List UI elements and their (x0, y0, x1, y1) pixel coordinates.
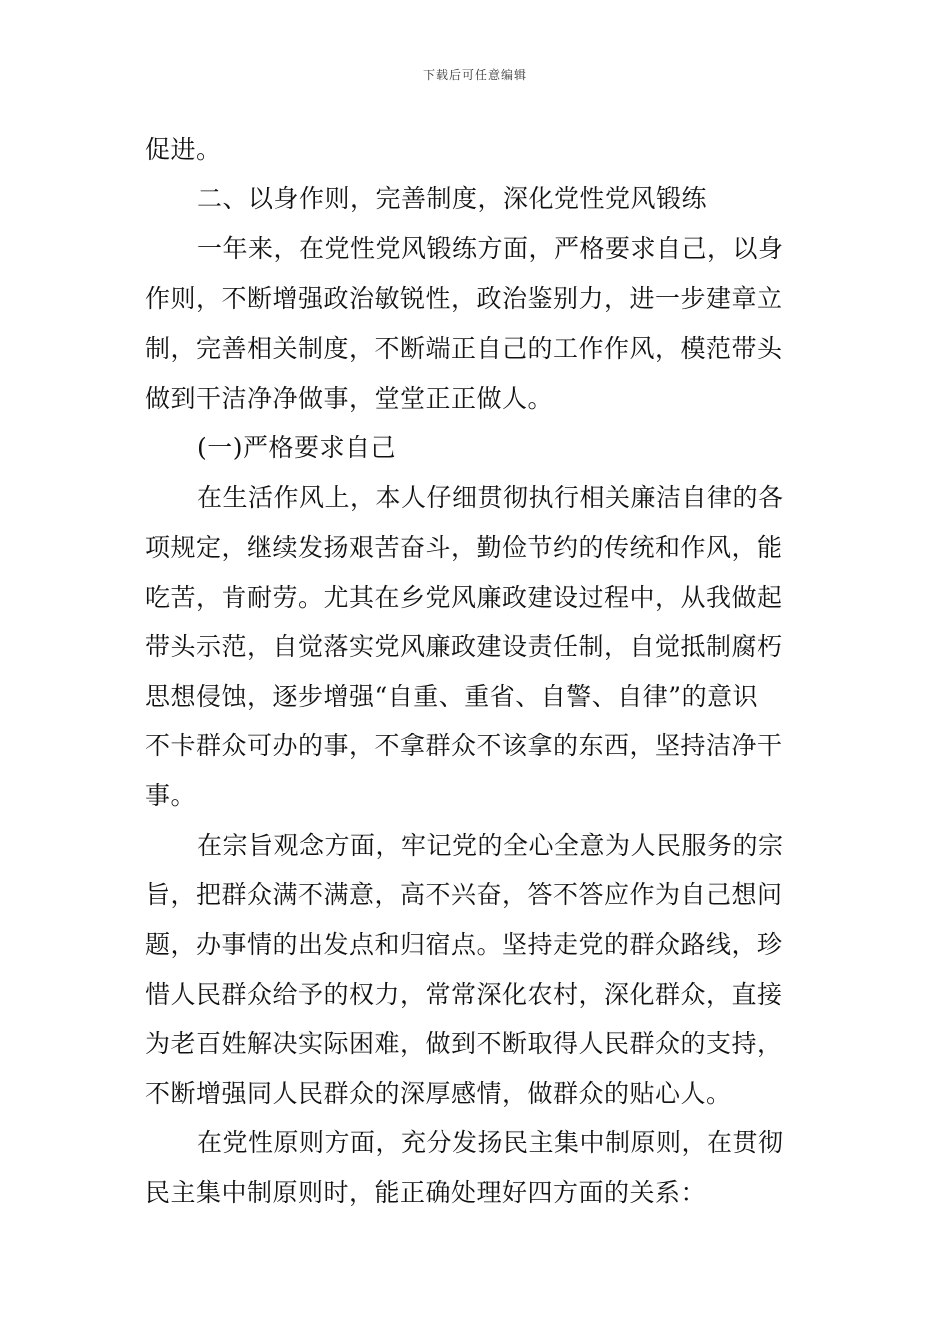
text-line: 在生活作风上，本人仔细贯彻执行相关廉洁自律的各 (197, 483, 784, 512)
text-line: 带头示范，自觉落实党风廉政建设责任制，自觉抵制腐朽 (145, 632, 783, 661)
text-line: 制，完善相关制度，不断端正自己的工作作风，模范带头 (145, 334, 783, 363)
text-line: 在宗旨观念方面，牢记党的全心全意为人民服务的宗 (197, 831, 784, 860)
text-line: 惜人民群众给予的权力，常常深化农村，深化群众，直接 (145, 980, 783, 1009)
subsection-heading: (一)严格要求自己 (197, 433, 397, 462)
text-line: 民主集中制原则时，能正确处理好四方面的关系： (145, 1178, 707, 1207)
text-line: 促进。 (145, 135, 222, 164)
text-line: 做到干洁净净做事，堂堂正正做人。 (145, 384, 554, 413)
text-line: 不卡群众可办的事，不拿群众不该拿的东西，坚持洁净干 (145, 731, 783, 760)
text-line: 在党性原则方面，充分发扬民主集中制原则，在贯彻 (197, 1128, 784, 1157)
text-line: 作则，不断增强政治敏锐性，政治鉴别力，进一步建章立 (145, 284, 783, 313)
text-line: 思想侵蚀，逐步增强“自重、重省、自警、自律”的意识 (145, 682, 759, 711)
text-line: 事。 (145, 781, 197, 810)
text-line: 旨，把群众满不满意，高不兴奋，答不答应作为自己想问 (145, 880, 783, 909)
download-note: 下载后可任意编辑 (422, 68, 527, 82)
text-line: 一年来，在党性党风锻练方面，严格要求自己，以身 (197, 234, 784, 263)
section-heading: 二、以身作则，完善制度，深化党性党风锻练 (197, 184, 708, 213)
text-line: 为老百姓解决实际困难，做到不断取得人民群众的支持， (145, 1029, 783, 1058)
text-line: 吃苦，肯耐劳。尤其在乡党风廉政建设过程中，从我做起 (145, 583, 783, 612)
text-line: 项规定，继续发扬艰苦奋斗，勤俭节约的传统和作风，能 (145, 533, 783, 562)
text-line: 不断增强同人民群众的深厚感情，做群众的贴心人。 (145, 1079, 732, 1108)
text-line: 题，办事情的出发点和归宿点。坚持走党的群众路线，珍 (145, 930, 783, 959)
